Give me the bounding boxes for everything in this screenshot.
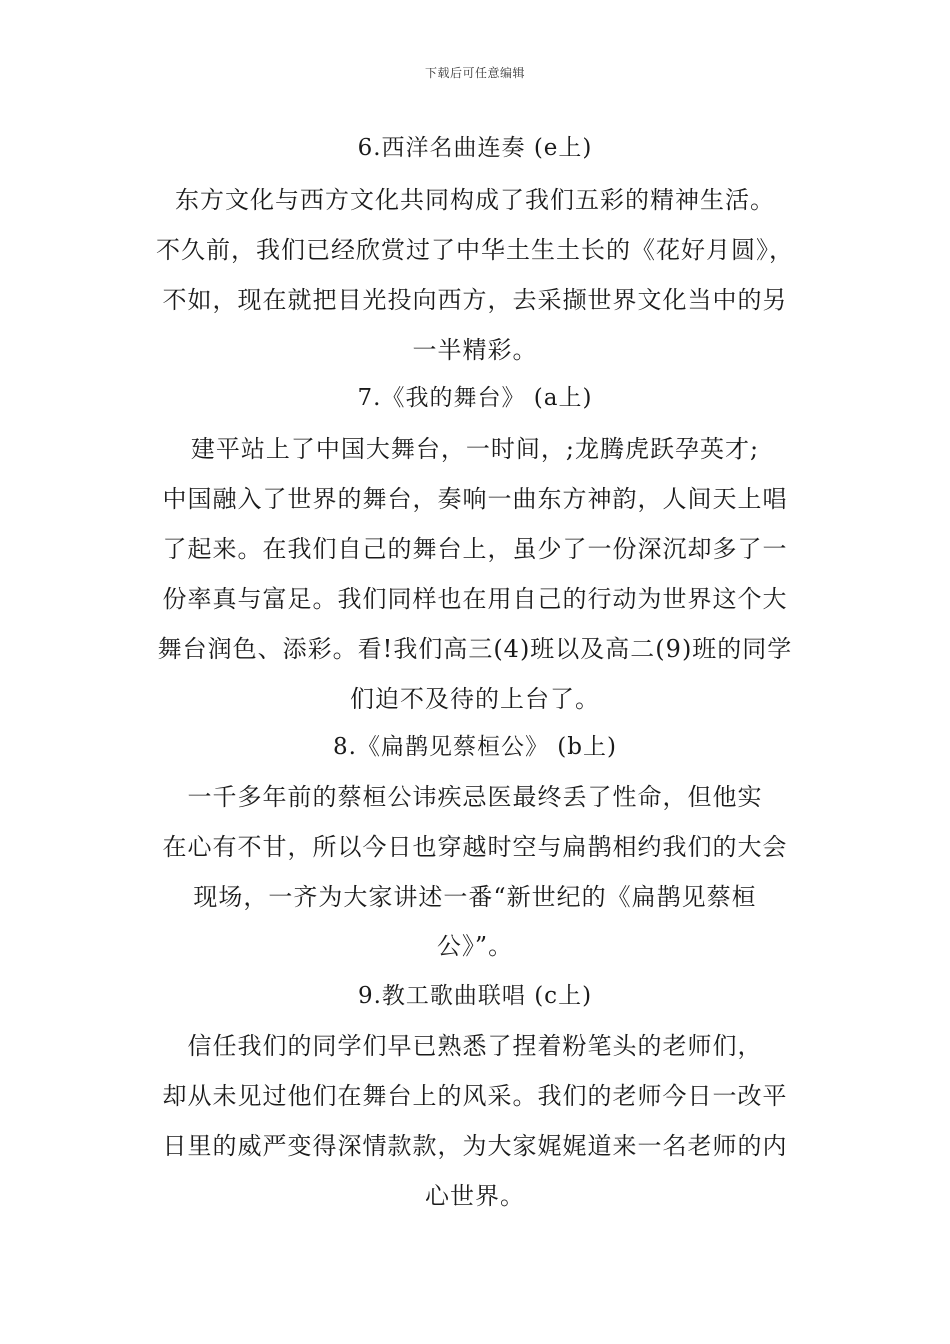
paragraph-line: 中国融入了世界的舞台，奏响一曲东方神韵，人间天上唱: [162, 485, 788, 513]
paragraph-line: 不久前，我们已经欣赏过了中华土生土长的《花好月圆》，: [156, 236, 794, 264]
paragraph-line: 在心有不甘，所以今日也穿越时空与扁鹊相约我们的大会: [162, 833, 788, 861]
header-note: 下载后可任意编辑: [424, 66, 525, 80]
paragraph-line: 一半精彩。: [412, 336, 538, 364]
paragraph-line: 东方文化与西方文化共同构成了我们五彩的精神生活。: [175, 186, 775, 214]
paragraph-line: 却从未见过他们在舞台上的风采。我们的老师今日一改平: [162, 1082, 788, 1110]
paragraph-line: 舞台润色、添彩。看!我们高三(4)班以及高二(9)班的同学: [157, 635, 793, 663]
paragraph-line: 日里的威严变得深情款款，为大家娓娓道来一名老师的内: [162, 1132, 788, 1160]
paragraph-line: 信任我们的同学们早已熟悉了捏着粉笔头的老师们，: [187, 1032, 763, 1060]
paragraph-line: 心世界。: [425, 1182, 525, 1210]
section-heading: 7.《我的舞台》 (a上): [357, 385, 593, 411]
paragraph-line: 现场，一齐为大家讲述一番“新世纪的《扁鹊见蔡桓: [193, 883, 757, 911]
paragraph-line: 一千多年前的蔡桓公讳疾忌医最终丢了性命，但他实: [187, 783, 763, 811]
paragraph-line: 不如，现在就把目光投向西方，去采撷世界文化当中的另: [162, 286, 788, 314]
paragraph-line: 们迫不及待的上台了。: [350, 685, 600, 713]
section-heading: 9.教工歌曲联唱 (c上): [357, 983, 593, 1009]
paragraph-line: 份率真与富足。我们同样也在用自己的行动为世界这个大: [162, 585, 788, 613]
section-heading: 6.西洋名曲连奏 (e上): [357, 135, 593, 161]
paragraph-line: 了起来。在我们自己的舞台上，虽少了一份深沉却多了一: [162, 535, 788, 563]
paragraph-line: 公》”。: [436, 932, 514, 960]
section-heading: 8.《扁鹊见蔡桓公》 (b上): [333, 734, 617, 760]
paragraph-line: 建平站上了中国大舞台，一时间，;龙腾虎跃孕英才;: [190, 435, 760, 463]
